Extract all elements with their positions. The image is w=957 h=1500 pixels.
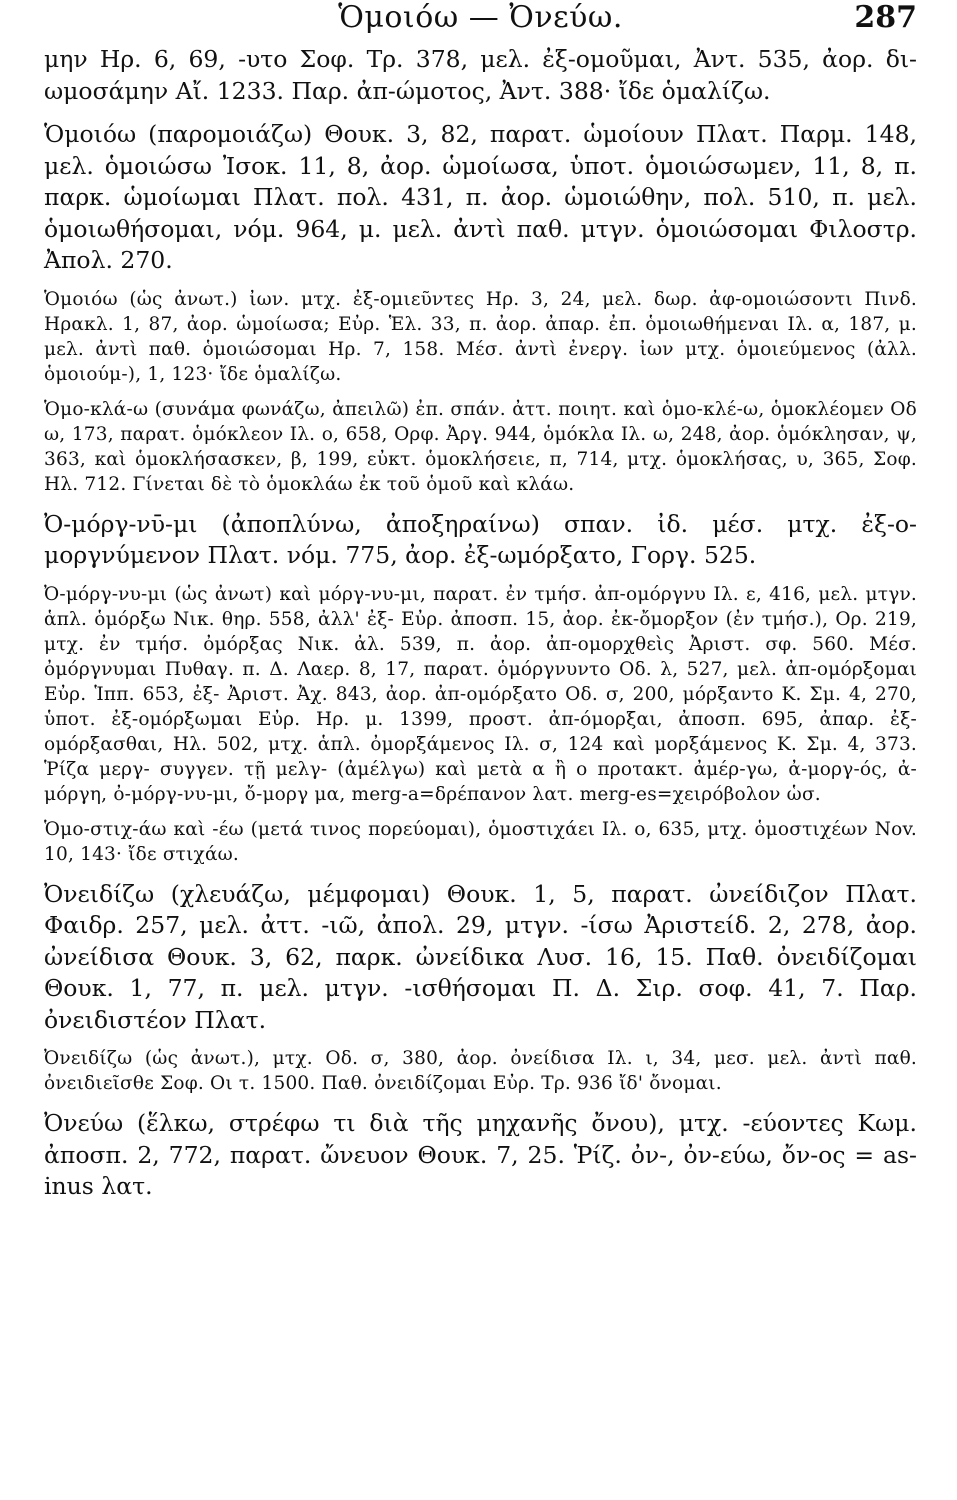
- page-header: [44, 0, 917, 40]
- entry-homoioo-poetic: Ὁμοιόω (ὡς ἀνωτ.) ἰων. μτχ. ἐξ-ομιεῦντες Ηρ. 3, 24, μελ. δωρ. ἀφ-ομοιώσοντι Πινδ. Ηρακλ. 1, 87, ἀορ. ὡμοίωσα; Εὐρ. Ἑλ. 33, π. ἀορ. ἀπαρ. ἐπ. ὁμοιωθήμεναι Ιλ. α, 187, μ. μελ. ἀντὶ παθ. ὁμοιώσομαι Ηρ. 7, 158. Μέσ. ἀντὶ ἐνεργ. ἰων μτχ. ὁμοιεύμενος (ἀλλ. ὁμοιούμ-), 1, 123· ἴδε ὁμαλίζω.: [44, 288, 917, 385]
- entry-oneidizo-poetic: Ὀνειδίζω (ὡς ἀνωτ.), μτχ. Οδ. σ, 380, ἀορ. ὀνείδισα Ιλ. ι, 34, μεσ. μελ. ἀντὶ παθ. ὀνειδιεῖσθε Σοφ. Οι τ. 1500. Παθ. ὀνειδίζομαι Εὐρ. Τρ. 936 ἴδ' ὄνομαι.: [44, 1048, 917, 1094]
- entry-omorgnymi: Ὀ-μόργ-νῡ-μι (ἀποπλύνω, ἀποξηραίνω) σπαν. ἰδ. μέσ. μτχ. ἐξ-ο-μοργνύμενον Πλατ. νόμ. 775, ἀορ. ἐξ-ωμόρξατο, Γοργ. 525.: [44, 509, 917, 569]
- page-number: 287: [854, 0, 917, 35]
- entry-omorgnymi-poetic: Ὀ-μόργ-νυ-μι (ὡς ἀνωτ) καὶ μόργ-νυ-μι, παρατ. ἐν τμήσ. ἀπ-ομόργνυ Ιλ. ε, 416, μελ. μτγν. ἁπλ. ὁμόρξω Νικ. θηρ. 558, ἀλλ' ἐξ- Εὐρ. ἀποσπ. 15, ἀορ. ἐκ-ὄμορξον (ἐν τμήσ.), Ορ. 219, μτχ. ἐν τμήσ. ὀμόρξας Νικ. ἀλ. 539, π. ἀορ. ἀπ-ομορχθεὶς Ἀριστ. σφ. 560. Μέσ. ὀμόργνυμαι Πυθαγ. π. Δ. Λαερ. 8, 17, παρατ. ὁμόργνυντο Οδ. λ, 527, μελ. ἀπ-ομόρξομαι Εὐρ. Ἱππ. 653, ἐξ- Ἀριστ. Ἀχ. 843, ἀορ. ἀπ-ομόρξατο Οδ. σ, 200, μόρξαντο Κ. Σμ. 4, 270, ὑποτ. ἐξ-ομόρξωμαι Εὐρ. Ηρ. μ. 1399, προστ. ἀπ-όμορξαι, ἀποσπ. 695, ἀπαρ. ἐξ-ομόρξασθαι, Ηλ. 502, μτχ. ἁπλ. ὀμορξάμενος Ιλ. σ, 124 καὶ μορξάμενος Κ. Σμ. 4, 373. Ῥίζα μεργ- συγγεν. τῇ μελγ- (ἀμέλγω) καὶ μετὰ α ἢ ο προτακτ. ἀμέρ-γω, ἀ-μοργ-ός, ἀ-μόργη, ὀ-μόργ-νυ-μι, ὄ-μοργ μα, merg-a=δρέπανον λατ. merg-es=χειρόβολον ὡσ.: [44, 583, 917, 805]
- running-title: Ὁμοιόω — Ὀνεύω.: [338, 0, 623, 35]
- entry-oneidizo: Ὀνειδίζω (χλευάζω, μέμφομαι) Θουκ. 1, 5, παρατ. ὠνείδιζον Πλατ. Φαιδρ. 257, μελ. ἀττ. -ιῶ, ἀπολ. 29, μτγν. -ίσω Ἀριστείδ. 2, 278, ἀορ. ὠνείδισα Θουκ. 3, 62, παρκ. ὠνείδικα Λυσ. 16, 15. Παθ. ὀνειδίζομαι Θουκ. 1, 77, π. μελ. μτγν. -ισθήσομαι Π. Δ. Σιρ. σοφ. 41, 7. Παρ. ὀνειδιστέον Πλατ.: [44, 879, 917, 1034]
- entry-homostichao: Ὁμο-στιχ-άω καὶ -έω (μετά τινος πορεύομαι), ὁμοστιχάει Ιλ. ο, 635, μτχ. ὁμοστιχέων Nov. 10, 143· ἴδε στιχάω.: [44, 818, 917, 865]
- entry-oneuo: Ὀνεύω (ἕλκω, στρέφω τι διὰ τῆς μηχανῆς ὄνου), μτχ. -εύοντες Κωμ. ἀποσπ. 2, 772, παρατ. ὤνευον Θουκ. 7, 25. Ῥίζ. ὀν-, ὀν-εύω, ὄν-ος = as-inus λατ.: [44, 1109, 917, 1200]
- entry-continuation: μην Ηρ. 6, 69, -υτο Σοφ. Τρ. 378, μελ. ἐξ-ομοῦμαι, Ἀντ. 535, ἀορ. δι-ωμοσάμην Αἴ. 1233. Παρ. ἀπ-ώμοτος, Ἀντ. 388· ἴδε ὁμαλίζω.: [44, 45, 917, 105]
- entry-homoklao: Ὁμο-κλά-ω (συνάμα φωνάζω, ἀπειλῶ) ἐπ. σπάν. ἀττ. ποιητ. καὶ ὁμο-κλέ-ω, ὁμοκλέομεν Οδ ω, 173, παρατ. ὁμόκλεον Ιλ. ο, 658, Ορφ. Ἀργ. 944, ὁμόκλα Ιλ. ω, 248, ἀορ. ὁμόκλησαν, ψ, 363, καὶ ὁμοκλήσασκεν, β, 199, εὐκτ. ὁμοκλήσειε, π, 714, μτχ. ὁμοκλήσας, υ, 365, Σοφ. Ηλ. 712. Γίνεται δὲ τὸ ὁμοκλάω ἐκ τοῦ ὁμοῦ καὶ κλάω.: [44, 398, 917, 495]
- entry-homoioo: Ὁμοιόω (παρομοιάζω) Θουκ. 3, 82, παρατ. ὡμοίουν Πλατ. Παρμ. 148, μελ. ὁμοιώσω Ἰσοκ. 11, 8, ἀορ. ὡμοίωσα, ὑποτ. ὁμοιώσωμεν, 11, 8, π. παρκ. ὡμοίωμαι Πλατ. πολ. 431, π. ἀορ. ὡμοιώθην, πολ. 510, π. μελ. ὁμοιωθήσομαι, νόμ. 964, μ. μελ. ἀντὶ παθ. μτγν. ὁμοιώσομαι Φιλοστρ. Ἀπολ. 270.: [44, 120, 917, 274]
